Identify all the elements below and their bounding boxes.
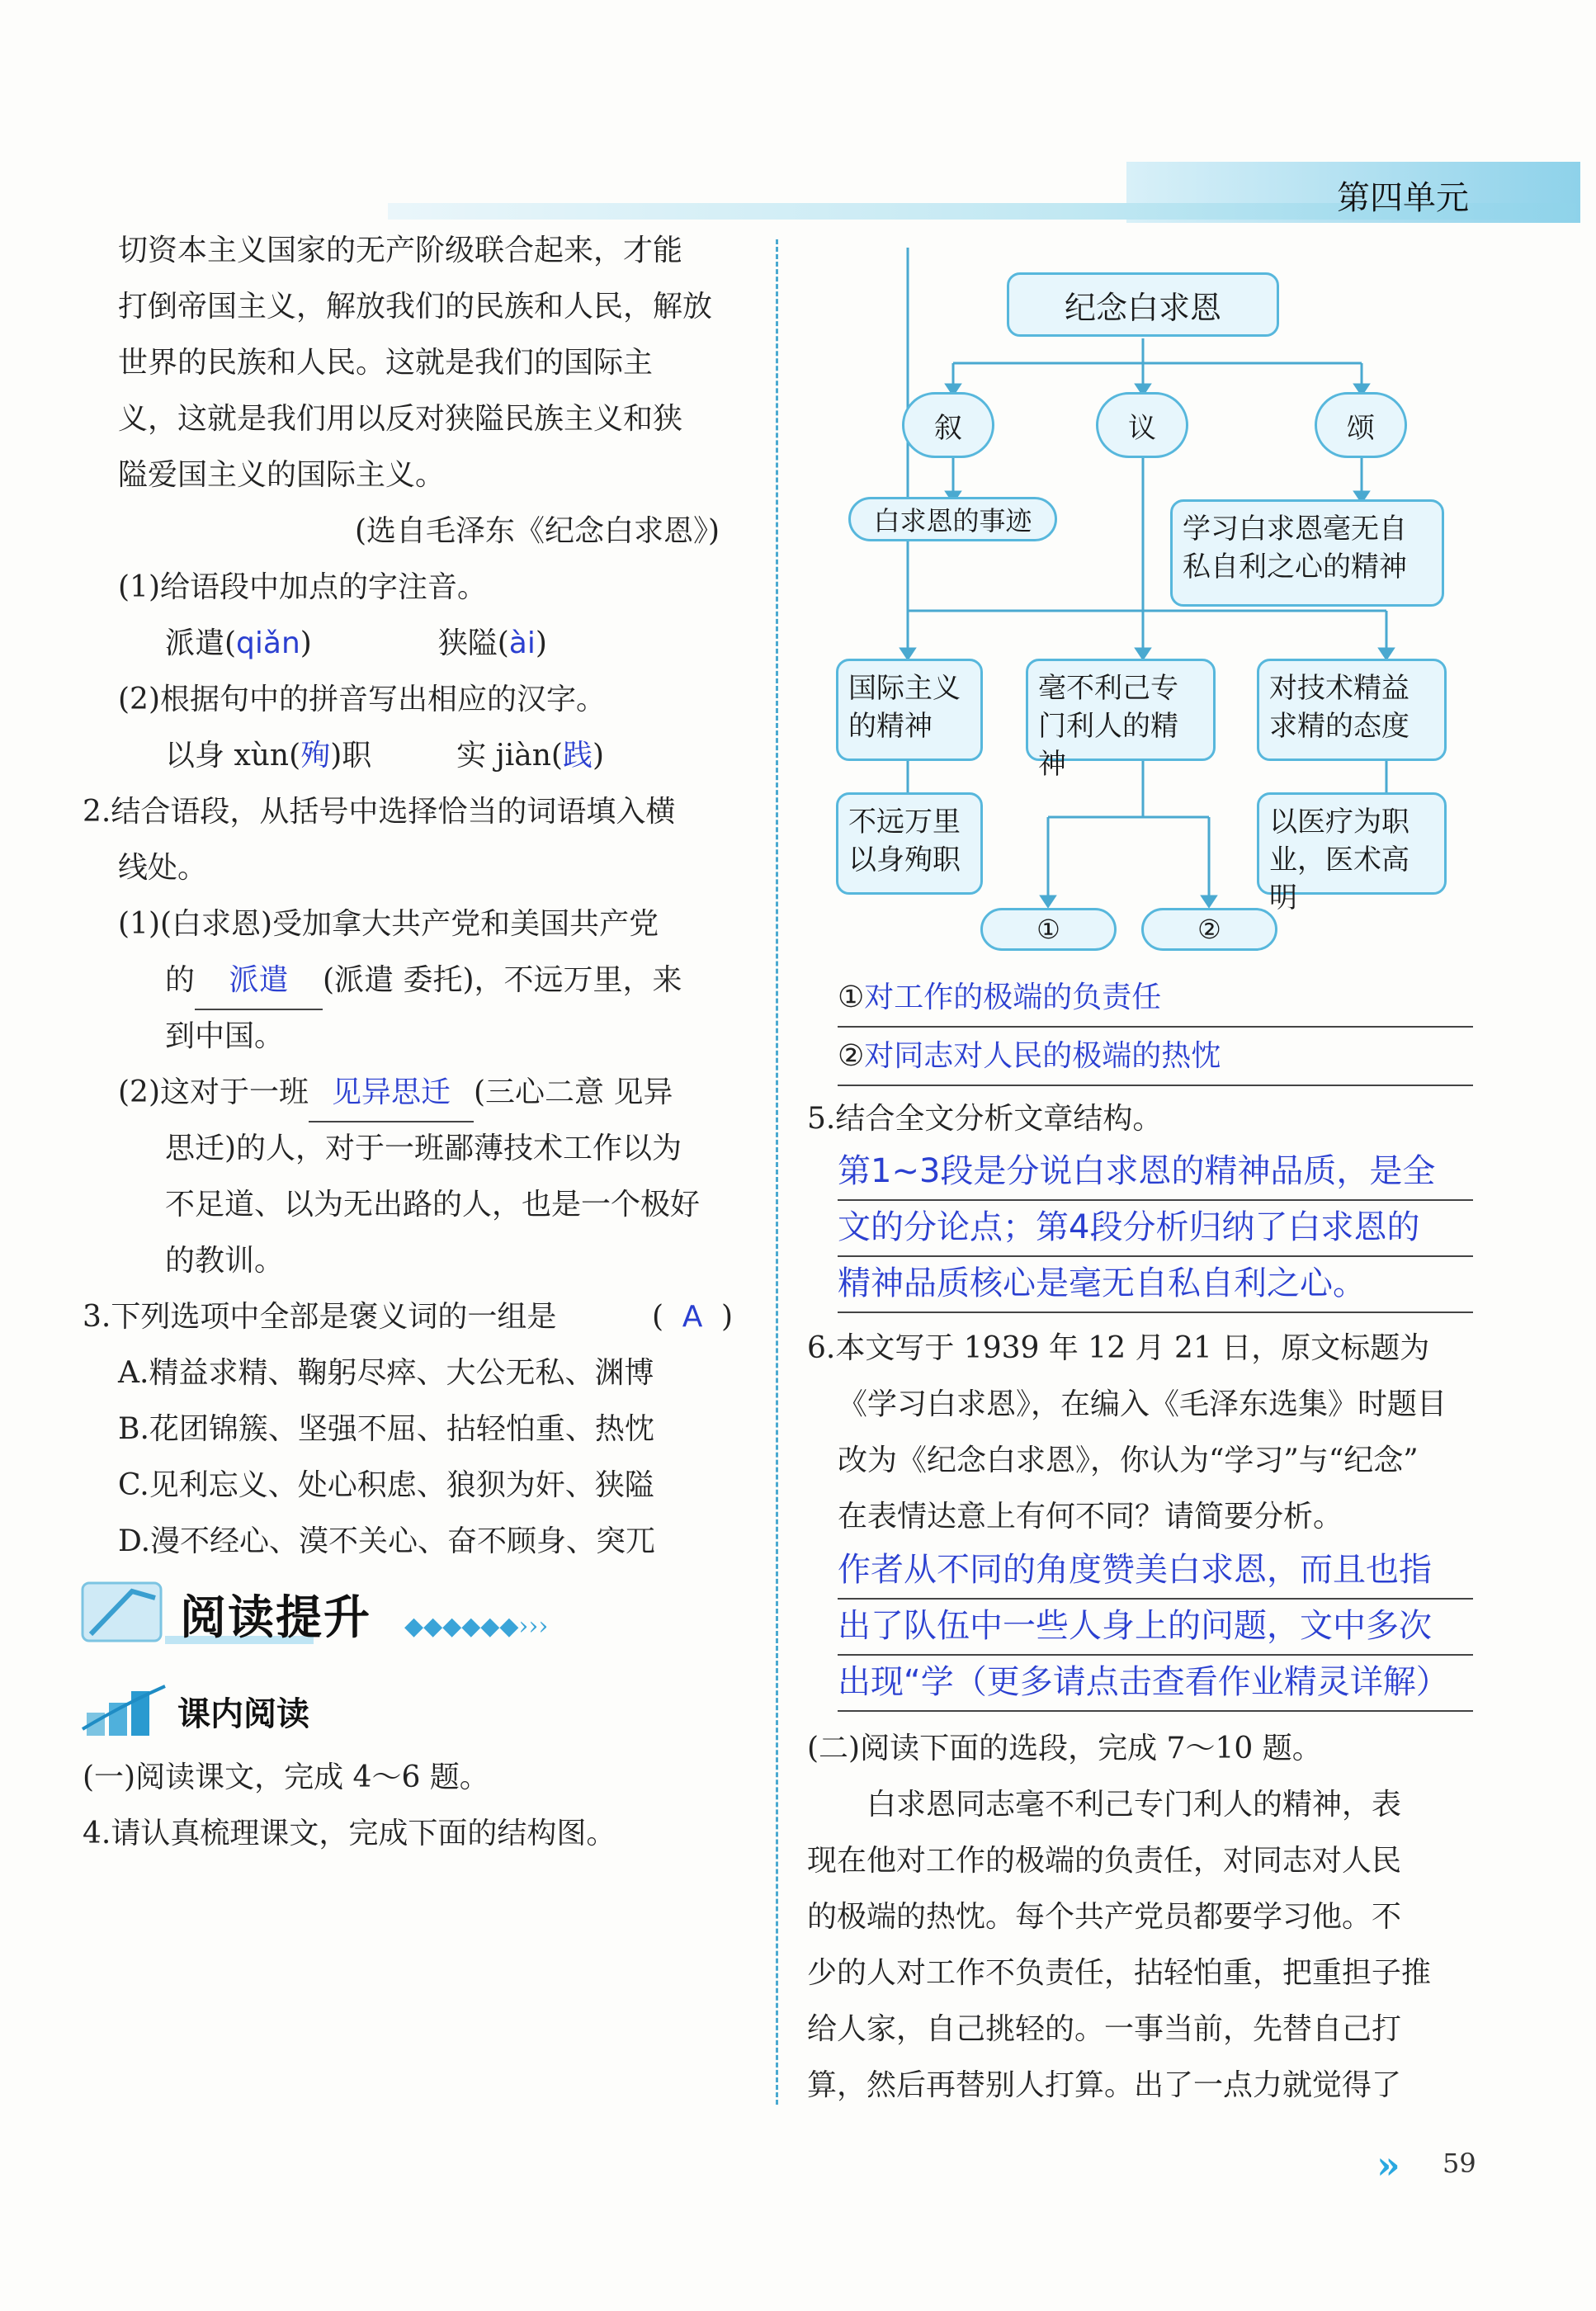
svg-text:◆◆◆◆◆◆›››: ◆◆◆◆◆◆››› bbox=[404, 1612, 549, 1641]
passage-line: 隘爱国主义的国际主义。 bbox=[118, 458, 446, 492]
diagram-blank-2: ② bbox=[1141, 908, 1277, 951]
double-chevron-icon: » bbox=[1376, 2143, 1389, 2187]
q6-answer-more-link[interactable]: 出现“学（更多请点击查看作业精灵详解） bbox=[838, 1663, 1449, 1701]
diagram-node-spirit: 对技术精益求精的态度 bbox=[1257, 659, 1447, 761]
diagram-root: 纪念白求恩 bbox=[1007, 272, 1279, 337]
diagram-blank-1: ① bbox=[980, 908, 1117, 951]
diagram-node-learn: 学习白求恩毫无自私自利之心的精神 bbox=[1170, 499, 1444, 607]
passage2-line: 的极端的热忱。每个共产党员都要学习他。不 bbox=[807, 1900, 1402, 1934]
diagram-node-deeds: 白求恩的事迹 bbox=[848, 497, 1057, 541]
passage-line: 打倒帝国主义，解放我们的民族和人民，解放 bbox=[118, 290, 713, 324]
source-citation: (选自毛泽东《纪念白求恩》) bbox=[355, 514, 720, 548]
answer-blank[interactable]: 见异思迁 bbox=[309, 1065, 474, 1122]
page-number: 59 bbox=[1443, 2148, 1476, 2179]
diagram-answer-1: ①对工作的极端的负责任 bbox=[838, 970, 1473, 1028]
q2-1: 的 派遣 (派遣 委托)，不远万里，来 bbox=[165, 952, 682, 1010]
part1-instruction: (一)阅读课文，完成 4～6 题。 bbox=[83, 1760, 489, 1794]
q3-option: B.花团锦簇、坚强不屈、拈轻怕重、热忱 bbox=[118, 1412, 654, 1446]
q1-2-label: (2)根据句中的拼音写出相应的汉字。 bbox=[118, 683, 606, 716]
q6-answer-line: 出了队伍中一些人身上的问题，文中多次 bbox=[838, 1598, 1473, 1656]
diagram-node-praise: 颂 bbox=[1315, 392, 1407, 458]
passage-line: 义，这就是我们用以反对狭隘民族主义和狭 bbox=[118, 402, 683, 436]
section-title: 阅读提升 bbox=[180, 1591, 371, 1645]
q6-stem: 6.本文写于 1939 年 12 月 21 日，原文标题为 bbox=[807, 1331, 1430, 1365]
passage2-line: 现在他对工作的极端的负责任，对同志对人民 bbox=[807, 1844, 1402, 1878]
passage-line: 世界的民族和人民。这就是我们的国际主 bbox=[118, 346, 654, 380]
q2-stem: 2.结合语段，从括号中选择恰当的词语填入横 bbox=[83, 795, 676, 829]
q3-stem: 3.下列选项中全部是褒义词的一组是 bbox=[83, 1300, 557, 1334]
q6-answer-line[interactable] bbox=[838, 1654, 1473, 1712]
diagram-node-spirit: 毫不利己专门利人的精神 bbox=[1026, 659, 1216, 761]
q5-answer-line: 第1~3段是分说白求恩的精神品质，是全 bbox=[838, 1143, 1473, 1201]
q2-2: 思迁)的人，对于一班鄙薄技术工作以为 bbox=[165, 1132, 682, 1165]
answer-text: qiǎn bbox=[236, 626, 300, 660]
answer-text: 殉 bbox=[300, 739, 331, 773]
passage-line: 切资本主义国家的无产阶级联合起来，才能 bbox=[118, 234, 683, 267]
diagram-node-fact: 以医疗为职业，医术高明 bbox=[1257, 792, 1447, 895]
q1-2-items: 以身 xùn(殉)职 实 jiàn(践) bbox=[165, 739, 605, 773]
q2-2: 的教训。 bbox=[165, 1244, 285, 1278]
column-divider bbox=[776, 239, 778, 2105]
answer-text: ài bbox=[508, 626, 536, 660]
diagram-node-fact: 不远万里以身殉职 bbox=[836, 792, 983, 895]
diagram-answer-2: ②对同志对人民的极端的热忱 bbox=[838, 1028, 1473, 1086]
q5-answer-line: 精神品质核心是毫无自私自利之心。 bbox=[838, 1255, 1473, 1313]
q6-answer-line: 作者从不同的角度赞美白求恩，而且也指 bbox=[838, 1542, 1473, 1600]
q3-answer-paren: ( A ) bbox=[652, 1289, 733, 1345]
q3-option: A.精益求精、鞠躬尽瘁、大公无私、渊博 bbox=[118, 1356, 654, 1390]
passage2-line: 算，然后再替别人打算。出了一点力就觉得了 bbox=[807, 2068, 1402, 2102]
answer-text: 践 bbox=[562, 739, 593, 773]
q5-stem: 5.结合全文分析文章结构。 bbox=[807, 1102, 1163, 1136]
subsection-title: 课内阅读 bbox=[177, 1695, 309, 1733]
q2-1: (1)(白求恩)受加拿大共产党和美国共产党 bbox=[118, 907, 659, 941]
unit-title: 第四单元 bbox=[1337, 179, 1469, 217]
q6-stem: 在表情达意上有何不同？请简要分析。 bbox=[838, 1500, 1343, 1534]
q2-1: 到中国。 bbox=[165, 1019, 285, 1053]
q3-option: C.见利忘义、处心积虑、狼狈为奸、狭隘 bbox=[118, 1468, 654, 1502]
q3-option: D.漫不经心、漠不关心、奋不顾身、突兀 bbox=[118, 1524, 656, 1558]
q1-1-items: 派遣(qiǎn) 狭隘(ài) bbox=[165, 626, 547, 660]
passage2-line: 少的人对工作不负责任，拈轻怕重，把重担子推 bbox=[807, 1956, 1432, 1990]
diagram-node-discuss: 议 bbox=[1096, 392, 1188, 458]
passage2-line: 给人家，自己挑轻的。一事当前，先替自己打 bbox=[807, 2012, 1402, 2046]
q2-stem: 线处。 bbox=[118, 851, 208, 885]
subsection-icon bbox=[83, 1680, 173, 1737]
passage2-line: 白求恩同志毫不利己专门利人的精神，表 bbox=[866, 1788, 1402, 1822]
diagram-node-spirit: 国际主义的精神 bbox=[836, 659, 983, 761]
q6-stem: 改为《纪念白求恩》，你认为“学习”与“纪念” bbox=[838, 1444, 1419, 1477]
q2-2: 不足道、以为无出路的人，也是一个极好 bbox=[165, 1188, 701, 1222]
q1-1-label: (1)给语段中加点的字注音。 bbox=[118, 570, 487, 604]
answer-text: A bbox=[682, 1300, 703, 1334]
q5-answer-line: 文的分论点；第4段分析归纳了白求恩的 bbox=[838, 1199, 1473, 1257]
q4-stem: 4.请认真梳理课文，完成下面的结构图。 bbox=[83, 1817, 616, 1850]
q6-stem: 《学习白求恩》，在编入《毛泽东选集》时题目 bbox=[838, 1387, 1447, 1421]
answer-blank[interactable]: 派遣 bbox=[195, 952, 323, 1010]
diagram-node-narrate: 叙 bbox=[902, 392, 994, 458]
part2-instruction: (二)阅读下面的选段，完成 7～10 题。 bbox=[807, 1732, 1322, 1765]
q2-2: (2)这对于一班 见异思迁 (三心二意 见异 bbox=[118, 1065, 673, 1122]
